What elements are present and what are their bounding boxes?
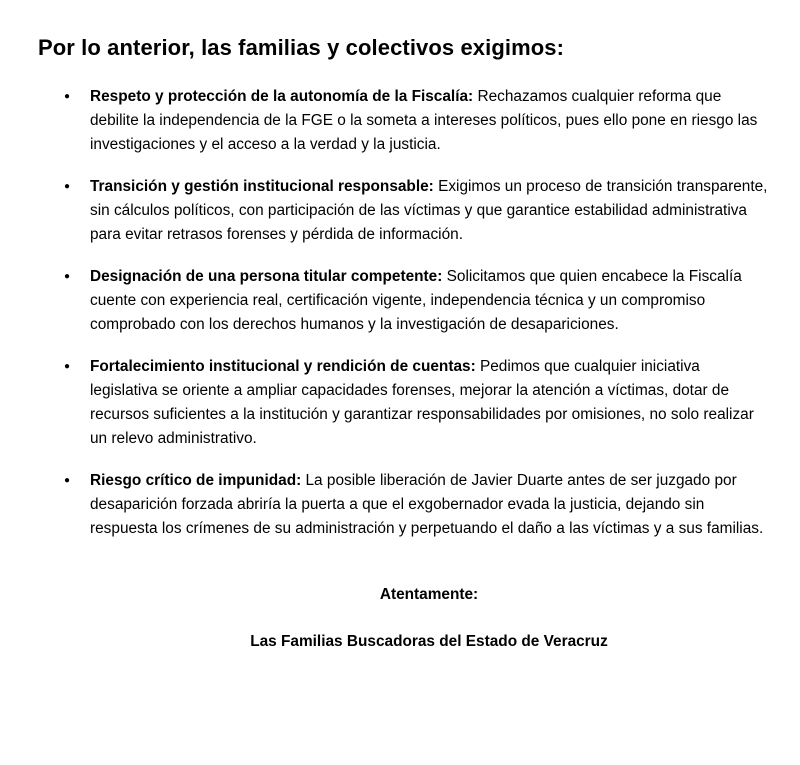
demand-lead: Riesgo crítico de impunidad: (90, 472, 302, 489)
list-item (64, 175, 768, 247)
bullet-icon: ● (64, 91, 71, 102)
closing-block (0, 583, 800, 654)
closing-salutation: Atentamente: (379, 586, 479, 603)
list-item (64, 265, 768, 337)
demand-lead: Fortalecimiento institucional y rendición de cuentas: (90, 358, 476, 375)
demand-body: Rechazamos cualquier reforma que debilite la independencia de la FGE o la someta a intereses políticos, pues ello pone en riesgo las investigaciones y el acceso a la verdad y la justicia. (90, 88, 758, 153)
demand-body: La posible liberación de Javier Duarte antes de ser juzgado por desaparición forzada abriría la puerta a que el exgobernador evada la justicia, dejando sin respuesta los crímenes de su administración y perpetuando el daño a las víctimas y a sus familias. (90, 472, 764, 537)
demands-list (0, 61, 800, 541)
demand-text (90, 85, 768, 157)
demand-text (90, 265, 768, 337)
demand-lead: Transición y gestión institucional responsable: (90, 178, 434, 195)
page-title: Por lo anterior, las familias y colectivos exigimos: (38, 35, 565, 60)
closing-signature: Las Familias Buscadoras del Estado de Veracruz (250, 633, 608, 650)
bullet-icon: ● (64, 271, 71, 282)
list-item (64, 85, 768, 157)
demand-lead: Designación de una persona titular competente: (90, 268, 443, 285)
demand-text (90, 469, 768, 541)
bullet-icon: ● (64, 181, 71, 192)
demand-body: Pedimos que cualquier iniciativa legislativa se oriente a ampliar capacidades forenses, mejorar la atención a víctimas, dotar de recursos suficientes a la institución y garantizar responsabilidades por omisiones, no solo realizar un relevo administrativo. (90, 358, 754, 447)
list-item (64, 355, 768, 451)
demand-text (90, 175, 768, 247)
demand-lead: Respeto y protección de la autonomía de la Fiscalía: (90, 88, 474, 105)
demand-text (90, 355, 768, 451)
document-page (0, 35, 800, 765)
demand-body: Exigimos un proceso de transición transparente, sin cálculos políticos, con participación de las víctimas y que garantice estabilidad administrativa para evitar retrasos forenses y pérdida de información. (90, 178, 768, 243)
bullet-icon: ● (64, 361, 71, 372)
bullet-icon: ● (64, 475, 71, 486)
list-item (64, 469, 768, 541)
demand-body: Solicitamos que quien encabece la Fiscalía cuente con experiencia real, certificación vigente, independencia técnica y un compromiso comprobado con los derechos humanos y la investigación de desapariciones. (90, 268, 742, 333)
